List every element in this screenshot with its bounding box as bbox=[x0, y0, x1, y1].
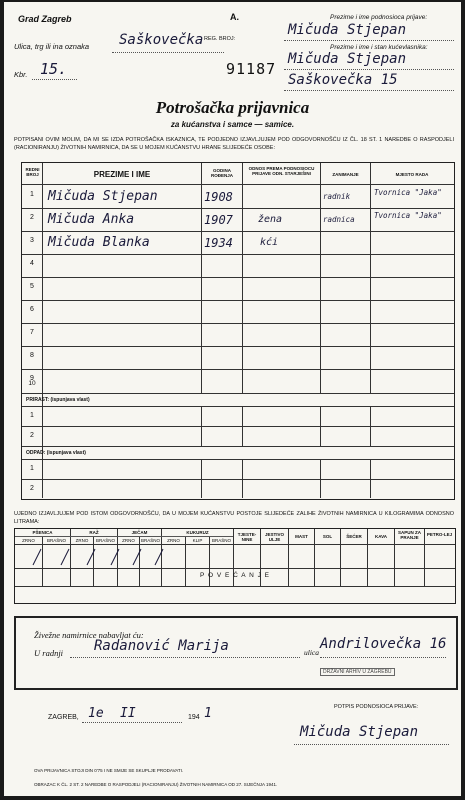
stock-group: ŠEĆER bbox=[346, 534, 362, 539]
stock-group: RAŽ bbox=[89, 530, 99, 535]
strike-marks bbox=[15, 545, 215, 568]
col-year-header: GODINA ROĐENJA bbox=[210, 168, 233, 178]
supplier-street-label: ulica bbox=[304, 648, 319, 657]
member-year: 1934 bbox=[204, 236, 233, 250]
member-workplace: Tvornica "Jaka" bbox=[374, 211, 442, 220]
increase-row-no: 2 bbox=[30, 432, 34, 439]
supplier-street: Andrilovečka 16 bbox=[320, 636, 447, 652]
row-no: 4 bbox=[30, 260, 34, 267]
member-workplace: Tvornica "Jaka" bbox=[374, 188, 442, 197]
form-page bbox=[4, 2, 461, 796]
series-letter: A. bbox=[230, 12, 239, 22]
member-name: Mičuda Anka bbox=[48, 212, 135, 227]
decrease-label: ODPAD: (ispunjava vlast) bbox=[26, 450, 86, 456]
footer-year-suffix: 1 bbox=[204, 706, 212, 721]
signature-label: POTPIS PODNOSIOCA PRIJAVE: bbox=[334, 704, 419, 710]
stock-group: KUKURUZ bbox=[186, 530, 209, 535]
footer-day: 1e bbox=[88, 706, 104, 721]
stock-group: PŠENICA bbox=[32, 530, 53, 535]
archive-stamp: DRŽAVNI ARHIV U ZAGREBU bbox=[320, 668, 395, 676]
stock-subheader: BRAŠNO bbox=[211, 538, 231, 543]
supplier-line2: U radnji bbox=[34, 648, 64, 658]
increase-row-no: 1 bbox=[30, 412, 34, 419]
stock-subheader: BRAŠNO bbox=[140, 538, 160, 543]
col-no-header: REDNI BROJ bbox=[25, 167, 40, 177]
row-no: 3 bbox=[30, 237, 34, 244]
stock-group: SAPUN ZA PRANJE bbox=[397, 530, 421, 540]
city-label: Grad Zagreb bbox=[18, 14, 72, 24]
stock-subheader: BRAŠNO bbox=[46, 538, 66, 543]
member-relation: kći bbox=[260, 237, 279, 248]
member-name: Mičuda Stjepan bbox=[48, 189, 158, 204]
stock-subheader: ZRNO bbox=[75, 538, 89, 543]
stock-group: SOL bbox=[322, 534, 333, 539]
increase-label: PRIRAST: (ispunjava vlast) bbox=[26, 397, 90, 403]
stock-subheader: BRAŠNO bbox=[95, 538, 115, 543]
stock-group: MAST bbox=[295, 534, 308, 539]
col-name-header: PREZIME I IME bbox=[93, 170, 151, 179]
signature: Mičuda Stjepan bbox=[300, 724, 419, 740]
col-relation-header: ODNOS PREMA PODNOSIOCU PRIJAVE ODN. STARJEŠINI bbox=[248, 166, 315, 176]
footer-note-legal: OBRAZAC K ČL. 2 ST. 2 NAREDBE O RASPODJELI (RACIONIRANJU) ŽIVOTNIH NAMIRNICA OD 27. SIJEČNJA 1941. bbox=[34, 782, 278, 787]
stock-group: TJESTE-NINE bbox=[237, 532, 257, 542]
row-no: 10 bbox=[28, 380, 36, 387]
row-no: 6 bbox=[30, 306, 34, 313]
form-subtitle: za kućanstva i samce — samice. bbox=[170, 120, 295, 129]
row-no: 2 bbox=[30, 214, 34, 221]
member-occupation: radnica bbox=[323, 215, 355, 224]
row-no: 1 bbox=[30, 191, 34, 198]
footer-year-prefix: 194 bbox=[188, 714, 200, 721]
applicant-label: Prezime i ime podnosioca prijave: bbox=[330, 14, 428, 21]
member-year: 1908 bbox=[204, 190, 233, 204]
decrease-row-no: 2 bbox=[30, 485, 34, 492]
col-workplace-header: MJESTO RADA bbox=[395, 172, 429, 177]
stock-group: PETRO-LEJ bbox=[426, 532, 453, 537]
stock-group: JESTIVO ULJE bbox=[264, 532, 284, 542]
reg-number: 91187 bbox=[226, 60, 277, 78]
stock-subheader: KLIP bbox=[192, 538, 203, 543]
street-value: Saškovečka bbox=[119, 32, 204, 48]
row-no: 8 bbox=[30, 352, 34, 359]
landlord-address: Saškovečka 15 bbox=[288, 72, 398, 88]
applicant-value: Mičuda Stjepan bbox=[288, 22, 407, 38]
member-relation: žena bbox=[258, 214, 283, 225]
shop-name: Radanović Marija bbox=[94, 638, 229, 654]
decrease-row-no: 1 bbox=[30, 465, 34, 472]
footer-month: II bbox=[120, 706, 136, 721]
supplier-line1: Živežne namirnice nabavljat ću: bbox=[34, 630, 144, 640]
form-title: Potrošačka prijavnica bbox=[155, 98, 310, 117]
stock-group: JEČAM bbox=[131, 530, 148, 535]
member-name: Mičuda Blanka bbox=[48, 235, 150, 250]
member-occupation: radnik bbox=[323, 192, 351, 201]
stock-group: KAVA bbox=[374, 534, 388, 539]
supplier-box bbox=[14, 616, 458, 690]
intro-text: POTPISANI OVIM MOLIM, DA MI SE IZDA POTROŠAČKA ISKAZNICA, TE PODJEDNO IZJAVLJUJEM POD ODGOVORNOŠĆU IZ ČL. 18 ST. 1 NAREDBE O RASPODJELI (RACIONIRANJU) ŽIVOTNIH NAMIRNICA, DA SE U MOJEM KUĆANSTVU HRANE SLIJEDEĆE OSOBE: bbox=[14, 137, 454, 151]
footer-place: ZAGREB, bbox=[48, 714, 79, 721]
landlord-name: Mičuda Stjepan bbox=[288, 51, 407, 67]
reg-label: REG. BROJ: bbox=[204, 36, 236, 42]
house-no-value: 15. bbox=[40, 60, 68, 78]
row-no: 5 bbox=[30, 283, 34, 290]
row-no: 7 bbox=[30, 329, 34, 336]
stock-subheader: ZRNO bbox=[22, 538, 35, 543]
landlord-label: Prezime i ime i stan kućevlasnika: bbox=[330, 44, 428, 51]
stock-subheader: ZRNO bbox=[167, 538, 180, 543]
house-no-label: Kbr. bbox=[14, 70, 28, 79]
footer-note-price: OVA PRIJAVNICA STOJI DIN 0'75 I NE SMIJE SE SKUPLJE PRODAVATI. bbox=[34, 768, 184, 773]
member-year: 1907 bbox=[204, 213, 233, 227]
stock-subheader: ZRNO bbox=[122, 538, 135, 543]
col-occupation-header: ZANIMANJE bbox=[332, 172, 359, 177]
stock-intro: UJEDNO IZJAVLJUJEM POD ISTOM ODGOVORNOŠĆU, DA U MOJEM KUĆANSTVU POSTOJE SLIJEDEĆE ZALIHE ŽIVOTNIH NAMIRNICA U KILOGRAMIMA ODNOSNO LITRAMA: bbox=[14, 511, 454, 525]
street-label: Ulica, trg ili ina oznaka bbox=[14, 42, 90, 51]
row-no: 9 bbox=[30, 375, 34, 382]
stock-increase-label: P O V E Ć A N J E bbox=[200, 572, 270, 579]
